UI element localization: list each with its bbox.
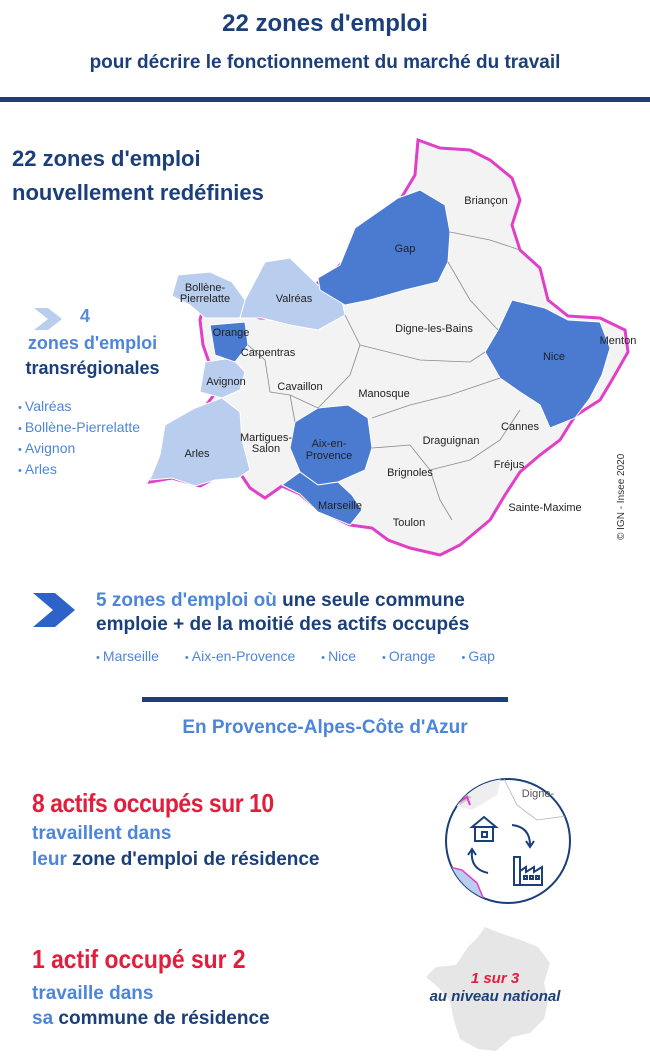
zone-arles xyxy=(150,398,250,486)
map-label-carpentras: Carpentras xyxy=(240,347,296,359)
list-item: • Valréas xyxy=(18,397,140,418)
map-label-toulon: Toulon xyxy=(392,517,426,529)
map-label-frejus: Fréjus xyxy=(493,459,525,471)
single-commune-text-b: une seule commune xyxy=(282,590,465,611)
map-label-gap: Gap xyxy=(394,243,416,255)
list-item: • Gap xyxy=(461,648,494,664)
map-label-aix-1: Aix-en- xyxy=(311,438,347,450)
stat1-line3-b: zone d'emploi de résidence xyxy=(72,849,320,870)
map-label-martigues-2: Salon xyxy=(251,443,281,455)
single-commune-line2 xyxy=(96,614,469,636)
map-label-briancon: Briançon xyxy=(464,195,508,207)
list-item: • Nice xyxy=(321,648,356,664)
icon-map-label: Digne- xyxy=(521,788,555,800)
national-label: au niveau national xyxy=(429,988,561,1005)
map-label-draguignan: Draguignan xyxy=(422,435,480,447)
stat1-line3-a: leur xyxy=(32,849,67,870)
section-title-line1: 22 zones d'emploi xyxy=(12,146,201,171)
stat1-line2: travaillent dans xyxy=(32,823,172,844)
list-item: • Bollène-Pierrelatte xyxy=(18,418,140,439)
zones-map xyxy=(140,128,640,573)
list-item: • Orange xyxy=(382,648,436,664)
page-title: 22 zones d'emploi xyxy=(222,10,428,37)
map-label-orange: Orange xyxy=(212,327,250,339)
list-item: • Arles xyxy=(18,460,140,481)
stat2-headline: 1 actif occupé sur 2 xyxy=(32,944,246,974)
stat1-headline: 8 actifs occupés sur 10 xyxy=(32,788,274,818)
map-copyright: © IGN - Insee 2020 xyxy=(616,453,627,540)
page-subtitle: pour décrire le fonctionnement du marché du travail xyxy=(89,52,561,73)
map-label-valreas: Valréas xyxy=(275,293,313,305)
map-label-marseille: Marseille xyxy=(317,500,363,512)
list-item: • Avignon xyxy=(18,439,140,460)
stat2-line2: travaille dans xyxy=(32,983,154,1004)
map-label-bollene-2: Pierrelatte xyxy=(179,293,231,305)
single-commune-line1 xyxy=(96,590,465,612)
chevron-right-icon xyxy=(33,593,77,627)
map-label-sainte-maxime: Sainte-Maxime xyxy=(508,502,582,514)
stat2-line3 xyxy=(32,1008,270,1030)
transregional-list xyxy=(18,397,140,481)
commute-icon xyxy=(442,775,574,907)
map-label-cavaillon: Cavaillon xyxy=(277,381,323,393)
single-commune-text-c: emploie xyxy=(96,614,168,635)
map-label-cannes: Cannes xyxy=(501,421,539,433)
top-divider xyxy=(0,97,650,102)
transregional-count: 4 xyxy=(80,306,91,326)
national-value: 1 sur 3 xyxy=(470,970,520,987)
stat1-line3 xyxy=(32,849,320,871)
stat2-line3-b: commune de résidence xyxy=(58,1008,270,1029)
transregional-label-1: zones d'emploi xyxy=(27,333,158,353)
region-title: En Provence-Alpes-Côte d'Azur xyxy=(182,717,468,738)
map-label-avignon: Avignon xyxy=(206,376,246,388)
map-label-arles: Arles xyxy=(184,448,210,460)
single-commune-text-d: + de la moitié des actifs occupés xyxy=(173,614,470,635)
map-label-aix-2: Provence xyxy=(305,450,353,462)
list-item: • Marseille xyxy=(96,648,159,664)
map-label-digne: Digne-les-Bains xyxy=(395,323,473,335)
list-item: • Aix-en-Provence xyxy=(185,648,295,664)
stat2-line3-a: sa xyxy=(32,1008,54,1029)
map-label-manosque: Manosque xyxy=(358,388,410,400)
map-label-nice: Nice xyxy=(542,351,566,363)
map-label-martigues-1: Martigues- xyxy=(240,432,292,444)
transregional-label-2: transrégionales xyxy=(25,358,160,378)
map-label-brignoles: Brignoles xyxy=(387,467,433,479)
mid-divider xyxy=(142,697,508,702)
map-label-menton: Menton xyxy=(599,335,637,347)
section-title-line2: nouvellement redéfinies xyxy=(12,180,264,205)
single-commune-list xyxy=(96,648,517,664)
single-commune-text-a: 5 zones d'emploi où xyxy=(96,590,277,611)
map-label-bollene-1: Bollène- xyxy=(184,282,226,294)
chevron-right-icon xyxy=(34,308,64,330)
